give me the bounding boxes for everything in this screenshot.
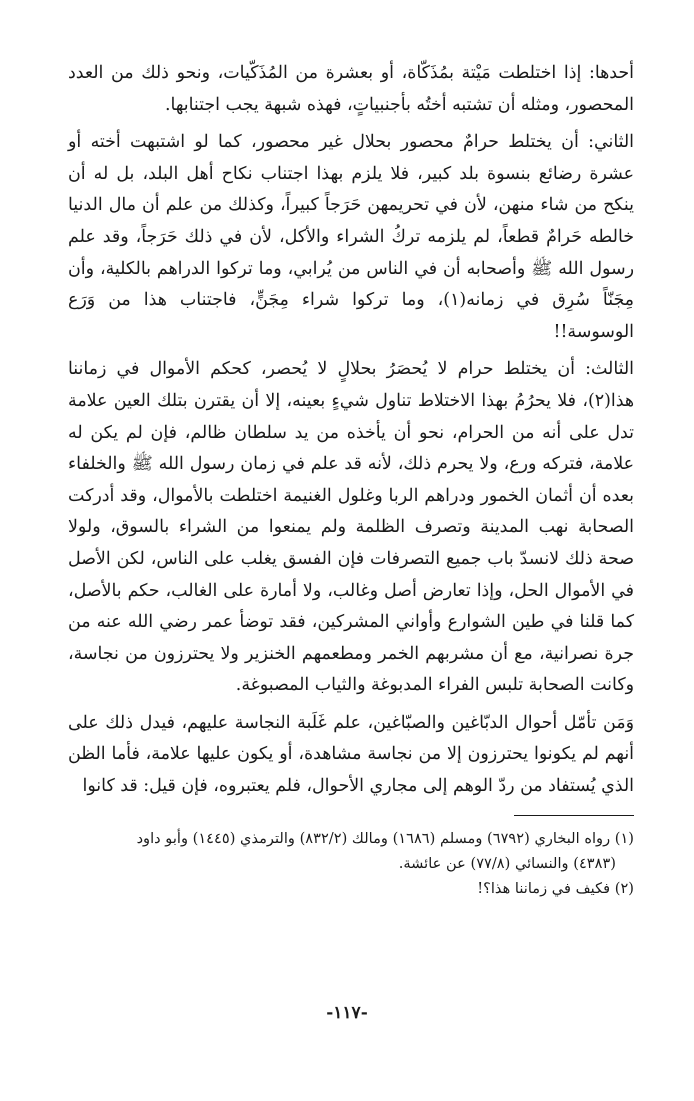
paragraph-first-case: أحدها: إذا اختلطت مَيْتة بمُذَكّاة، أو بعشرة من المُذَكّيات، ونحو ذلك من العدد المحصور، ومثله أن تشتبه أختُه بأجنبياتٍ، فهذه شبهة يجب اجتنابها. <box>68 63 634 115</box>
footnotes <box>68 826 634 901</box>
paragraph-tanners-dyers: وَمَن تأمّل أحوال الدبّاغين والصبّاغين، علم غَلَبة النجاسة عليهم، فيدل ذلك على أنهم لم يكونوا يحترزون إلا من نجاسة مشاهدة، أو يكون عليها علامة، فأما الظن الذي يُستفاد من ردّ الوهم إلى مجاري الأحوال، فلم يعتبروه، فإن قيل: قد كانوا <box>68 712 634 797</box>
footnote-1: (١) رواه البخاري (٦٧٩٢) ومسلم (١٦٨٦) ومالك (٨٣٢/٢) والترمذي (١٤٤٥) وأبو داود <box>136 829 634 847</box>
footnote-2: (٢) فكيف في زماننا هذا؟! <box>477 879 634 897</box>
page-content <box>68 58 634 901</box>
page-number: -١١٧- <box>326 1003 368 1023</box>
paragraph-second-case: الثاني: أن يختلط حرامٌ محصور بحلال غير محصور، كما لو اشتبهت أخته أو عشرة رضائع بنسوة بلد كبير، فلا يلزم بهذا اجتناب نكاح أهل البلد، بل له أن ينكح من شاء منهن، لأن في تحريمهن حَرَجاً كبيراً، وكذلك من علم أن مال الدنيا خالطه حَرامٌ قطعاً، لم يلزمه تركُ الشراء والأكل، لأن في ذلك حَرَجاً، وقد علم رسول الله ﷺ وأصحابه أن في الناس من يُرابي، وما تركوا الدراهم بالكلية، وأن مِجَنّاً سُرِق في زمانه(١)، وما تركوا شراء مِجَنٍّ، فاجتناب هذا من وَرَع الوسوسة!! <box>68 132 634 342</box>
footnote-separator <box>514 815 634 816</box>
footnote-1-continuation: (٤٣٨٣) والنسائي (٧٧/٨) عن عائشة. <box>398 854 616 872</box>
paragraph-third-case: الثالث: أن يختلط حرام لا يُحصَرُ بحلالٍ لا يُحصر، كحكم الأموال في زماننا هذا(٢)، فلا يحرُمُ بهذا الاختلاط تناول شيءٍ بعينه، إلا أن يقترن بتلك العين علامة تدل على أنه من الحرام، نحو أن يأخذه من يد سلطان ظالم، فإن لم يكن له علامة، فتركه ورع، ولا يحرم ذلك، لأنه قد علم في زمان رسول الله ﷺ والخلفاء بعده أن أثمان الخمور ودراهم الربا وغلول الغنيمة اختلطت بالأموال، وقد أدركت الصحابة نهب المدينة وتصرف الظلمة ولم يمنعوا من الشراء بالسوق، ولولا صحة ذلك لانسدّ باب جميع التصرفات فإن الفسق يغلب على الناس، لكن الأصل في الأموال الحل، وإذا تعارض أصل وغالب، ولا أمارة على الغالب، حكم بالأصل، كما قلنا في طين الشوارع وأواني المشركين، فقد توضأ عمر رضي الله عنه من جرة نصرانية، مع أن مشربهم الخمر ومطعمهم الخنزير ولا يحترزون من نجاسة، وكانت الصحابة تلبس الفراء المدبوغة والثياب المصبوغة. <box>68 359 634 696</box>
